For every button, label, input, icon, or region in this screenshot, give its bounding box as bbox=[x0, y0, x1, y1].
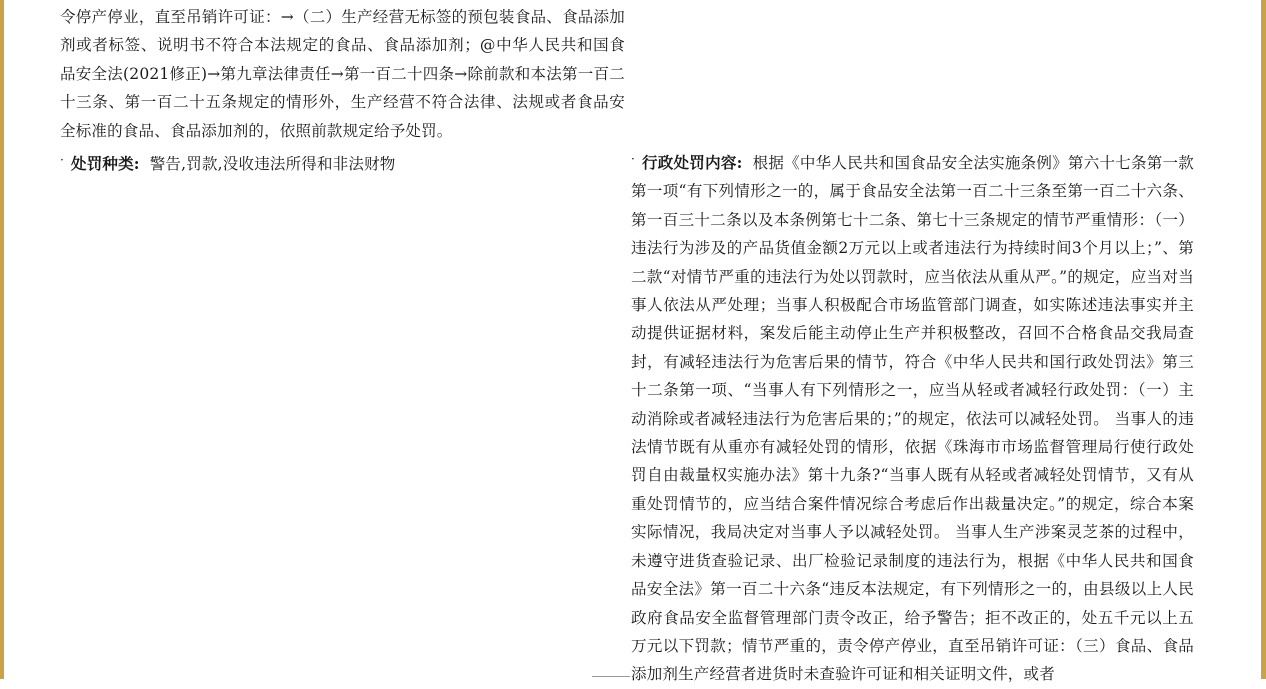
bullet-icon: · bbox=[631, 152, 636, 166]
penalty-type-item bbox=[60, 150, 625, 178]
penalty-type-label: 处罚种类: bbox=[71, 154, 140, 174]
left-border-stripe bbox=[0, 0, 4, 679]
right-border-stripe bbox=[1261, 0, 1266, 679]
penalty-content-value: 根据《中华人民共和国食品安全法实施条例》第六十七条第一款第一项“有下列情形之一的，属于食品安全法第一百二十三条至第一百二十六条、第一百三十二条以及本条例第七十二条、第七十三条规定的情节严重情形：（一）违法行为涉及的产品货值金额2万元以上或者违法行为持续时间3个月以上；”、第二款“对情节严重的违法行为处以罚款时，应当依法从重从严。”的规定，应当对当事人依法从严处理；当事人积极配合市场监管部门调查，如实陈述违法事实并主动提供证据材料，案发后能主动停止生产并积极整改，召回不合格食品交我局查封，有减轻违法行为危害后果的情节，符合《中华人民共和国行政处罚法》第三十二条第一项、“当事人有下列情形之一，应当从轻或者减轻行政处罚：（一）主动消除或者减轻违法行为危害后果的；”的规定，依法可以减轻处罚。 当事人的违法情节既有从重亦有减轻处罚的情形，依据《珠海市市场监督管理局行使行政处罚自由裁量权实施办法》第十九条?“当事人既有从轻或者减轻处罚情节，又有从重处罚情节的，应当结合案件情况综合考虑后作出裁量决定。”的规定，综合本案实际情况，我局决定对当事人予以减轻处罚。 当事人生产涉案灵芝茶的过程中，未遵守进货查验记录、出厂检验记录制度的违法行为，根据《中华人民共和国食品安全法》第一百二十六条“违反本法规定，有下列情形之一的，由县级以上人民政府食品安全监督管理部门责令改正，给予警告；拒不改正的，处五千元以上五万元以下罚款；情节严重的，责令停产停业，直至吊销许可证：（三）食品、食品添加剂生产经营者进货时未查验许可证和相关证明文件，或者 bbox=[631, 154, 1194, 684]
bullet-icon: · bbox=[60, 153, 65, 168]
penalty-type-value: 警告,罚款,没收违法所得和非法财物 bbox=[149, 155, 396, 174]
divider bbox=[592, 676, 630, 677]
left-column bbox=[60, 3, 625, 178]
legal-basis-paragraph: 令停产停业，直至吊销许可证：→（二）生产经营无标签的预包装食品、食品添加剂或者标签、说明书不符合本法规定的食品、食品添加剂；@中华人民共和国食品安全法(2021修正)→第九章法律责任→第一百二十四条→除前款和本法第一百二十三条、第一百二十五条规定的情形外，生产经营不符合法律、法规或者食品安全标准的食品、食品添加剂的，依照前款规定给予处罚。 bbox=[60, 8, 625, 140]
right-column bbox=[631, 149, 1194, 689]
penalty-content-item bbox=[631, 149, 1194, 689]
penalty-content-label: 行政处罚内容: bbox=[642, 153, 743, 172]
